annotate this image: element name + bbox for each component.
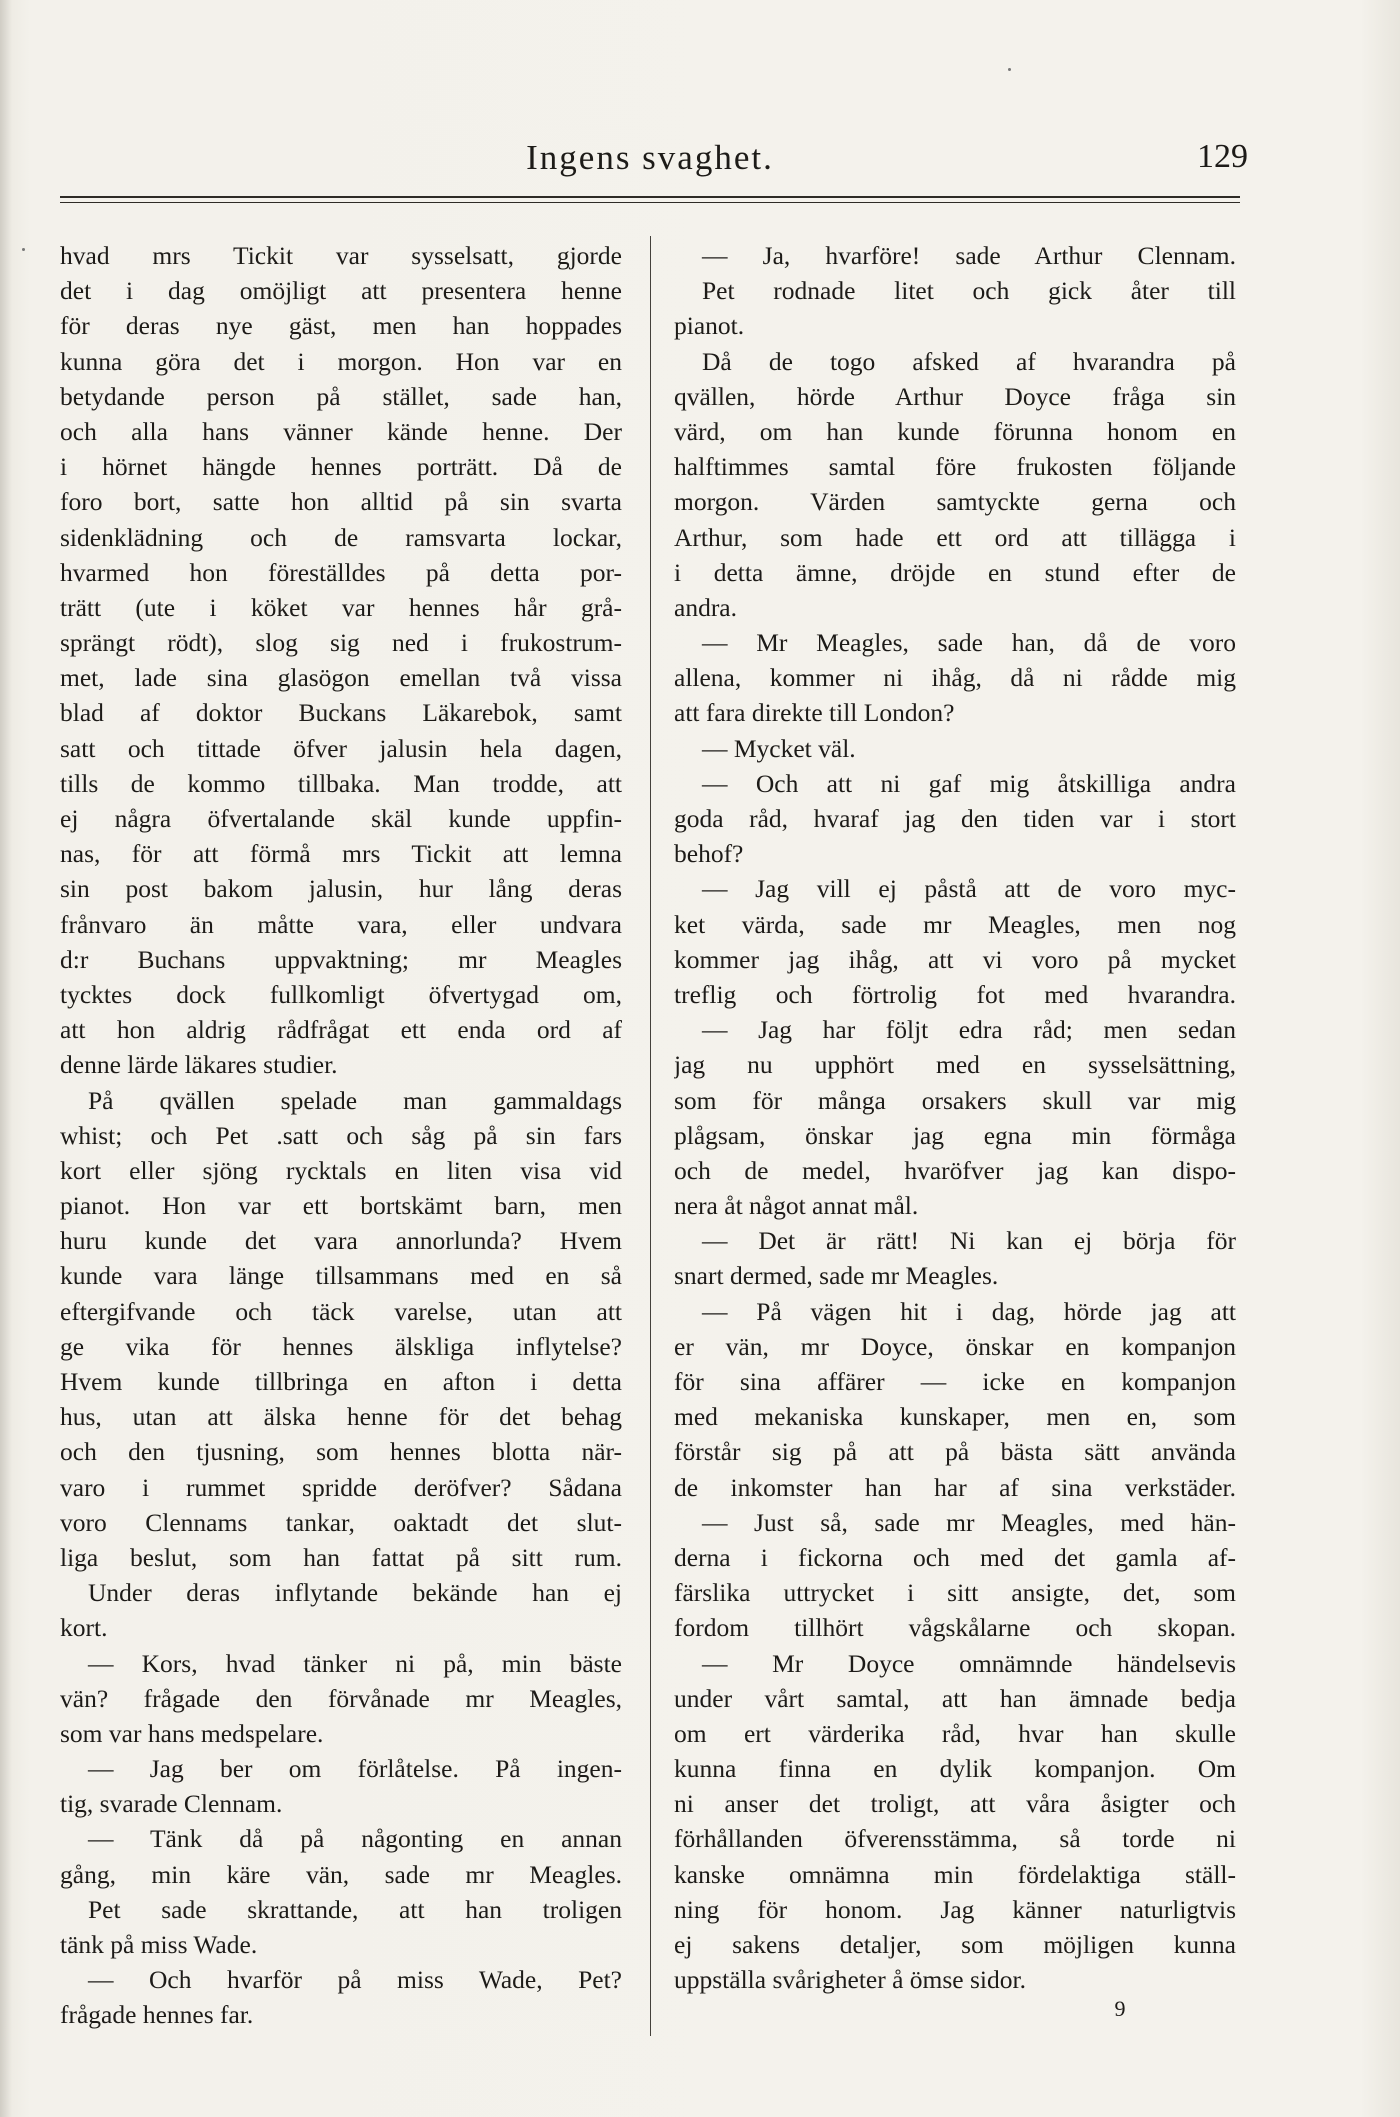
text-line: för deras nye gäst, men han hoppades [60, 311, 622, 341]
text-line: — På vägen hit i dag, hörde jag att [702, 1296, 1236, 1326]
text-line: ej sakens detaljer, som möjligen kunna [674, 1930, 1236, 1959]
text-line: kort. [60, 1613, 108, 1643]
text-line: jag nu upphört med en sysselsättning, [674, 1050, 1236, 1080]
paper-speck [22, 248, 25, 251]
text-line: — Just så, sade mr Meagles, med hän- [702, 1507, 1236, 1537]
text-line: kunna finna en dylik kompanjon. Om [674, 1754, 1236, 1784]
text-line: som för många orsakers skull var mig [674, 1085, 1236, 1115]
text-line: eftergifvande och täck varelse, utan att [60, 1296, 622, 1326]
text-line: ej några öfvertalande skäl kunde uppfin- [60, 804, 622, 833]
text-line: — Tänk då på någonting en annan [88, 1824, 622, 1854]
text-line: för sina affärer — icke en kompanjon [674, 1367, 1236, 1396]
paper-speck [1008, 68, 1011, 71]
text-line: pianot. [674, 311, 745, 341]
page-gutter-shadow [0, 0, 12, 2117]
text-line: d:r Buchans uppvaktning; mr Meagles [60, 944, 622, 974]
text-line: — Jag vill ej påstå att de voro myc- [702, 874, 1236, 904]
text-line: treflig och förtrolig fot med hvarandra. [674, 979, 1236, 1009]
text-line: kort eller sjöng rycktals en liten visa vid [60, 1155, 622, 1185]
text-line: snart dermed, sade mr Meagles. [674, 1261, 999, 1291]
text-line: — Det är rätt! Ni kan ej börja för [702, 1226, 1236, 1256]
text-line: — Mr Meagles, sade han, då de voro [702, 628, 1236, 658]
text-line: tig, svarade Clennam. [60, 1789, 283, 1819]
text-line: — Kors, hvad tänker ni på, min bäste [88, 1648, 622, 1678]
text-line: — Jag har följt edra råd; men sedan [702, 1015, 1236, 1045]
text-line: Pet sade skrattande, att han troligen [88, 1894, 622, 1924]
text-line: tills de kommo tillbaka. Man trodde, att [60, 768, 622, 798]
text-line: Arthur, som hade ett ord att tillägga i [674, 522, 1236, 552]
text-line: qvällen, hörde Arthur Doyce fråga sin [674, 381, 1236, 411]
text-line: er vän, mr Doyce, önskar en kompanjon [674, 1331, 1236, 1361]
text-line: färslika uttrycket i sitt ansigte, det, som [674, 1578, 1236, 1608]
text-line: pianot. Hon var ett bortskämt barn, men [60, 1191, 622, 1221]
text-line: hus, utan att älska henne för det behag [60, 1402, 622, 1432]
text-line: sprängt rödt), slog sig ned i frukostrum- [60, 628, 622, 658]
text-line: På qvällen spelade man gammaldags [88, 1085, 622, 1115]
text-line: uppställa svårigheter å ömse sidor. [674, 1965, 1026, 1995]
text-line: denne lärde läkares studier. [60, 1050, 338, 1080]
text-line: hvarmed hon föreställdes på detta por- [60, 557, 622, 587]
text-line: ning för honom. Jag känner naturligtvis [674, 1894, 1236, 1924]
text-line: ni anser det troligt, att våra åsigter och [674, 1789, 1236, 1819]
text-line: whist; och Pet .satt och såg på sin fars [60, 1120, 622, 1150]
text-line: kanske omnämna min fördelaktiga ställ- [674, 1859, 1236, 1889]
text-line: med mekaniska kunskaper, men en, som [674, 1402, 1236, 1432]
page-number: 129 [1197, 138, 1248, 175]
page-header [60, 138, 1248, 190]
text-line: i hörnet hängde hennes porträtt. Då de [60, 452, 622, 482]
right-text-column [674, 238, 1236, 1997]
text-line: betydande person på stället, sade han, [60, 381, 622, 411]
text-line: Hvem kunde tillbringa en afton i detta [60, 1367, 622, 1396]
text-line: — Och att ni gaf mig åtskilliga andra [702, 768, 1236, 798]
text-line: förhållanden öfverensstämma, så torde ni [674, 1824, 1236, 1854]
text-line: tycktes dock fullkomligt öfvertygad om, [60, 979, 622, 1009]
text-line: under vårt samtal, att han ämnade bedja [674, 1683, 1236, 1713]
text-line: ket värda, sade mr Meagles, men nog [674, 909, 1236, 939]
text-line: halftimmes samtal före frukosten följande [674, 452, 1236, 482]
text-line: plågsam, önskar jag egna min förmåga [674, 1120, 1236, 1150]
text-line: — Jag ber om förlåtelse. På ingen- [88, 1754, 622, 1784]
text-line: och de medel, hvaröfver jag kan dispo- [674, 1155, 1236, 1185]
text-line: och alla hans vänner kände henne. Der [60, 416, 622, 446]
left-text-column [60, 238, 622, 2033]
text-line: ge vika för hennes älskliga inflytelse? [60, 1331, 622, 1361]
text-line: allena, kommer ni ihåg, då ni rådde mig [674, 663, 1236, 693]
text-line: som var hans medspelare. [60, 1718, 324, 1748]
text-line: värd, om han kunde förunna honom en [674, 416, 1236, 446]
text-line: liga beslut, som han fattat på sitt rum. [60, 1542, 622, 1572]
text-line: huru kunde det vara annorlunda? Hvem [60, 1226, 622, 1256]
text-line: frånvaro än måtte vara, eller undvara [60, 909, 622, 939]
text-line: — Ja, hvarföre! sade Arthur Clennam. [702, 241, 1236, 270]
text-line: gång, min käre vän, sade mr Meagles. [60, 1859, 622, 1889]
text-line: kunde vara länge tillsammans med en så [60, 1261, 622, 1291]
text-line: förstår sig på att på bästa sätt använda [674, 1437, 1236, 1467]
text-line: goda råd, hvaraf jag den tiden var i stort [674, 804, 1236, 833]
text-line: att fara direkte till London? [674, 698, 955, 728]
text-line: derna i fickorna och med det gamla af- [674, 1542, 1236, 1572]
text-line: morgon. Värden samtyckte gerna och [674, 487, 1236, 517]
text-line: — Mycket väl. [702, 733, 856, 763]
text-line: att hon aldrig rådfrågat ett enda ord af [60, 1015, 622, 1045]
text-line: behof? [674, 839, 744, 869]
text-line: met, lade sina glasögon emellan två vissa [60, 663, 622, 693]
text-line: och den tjusning, som hennes blotta när- [60, 1437, 622, 1467]
text-line: varo i rummet spridde deröfver? Sådana [60, 1472, 622, 1502]
running-head: Ingens svaghet. [526, 138, 774, 177]
text-line: sidenklädning och de ramsvarta lockar, [60, 522, 622, 552]
text-line: trätt (ute i köket var hennes hår grå- [60, 592, 622, 622]
text-line: vän? frågade den förvånade mr Meagles, [60, 1683, 622, 1713]
text-line: frågade hennes far. [60, 2000, 254, 2030]
text-line: sin post bakom jalusin, hur lång deras [60, 874, 622, 904]
text-line: hvad mrs Tickit var sysselsatt, gjorde [60, 241, 622, 270]
text-line: det i dag omöjligt att presentera henne [60, 276, 622, 306]
text-line: i detta ämne, dröjde en stund efter de [674, 557, 1236, 587]
text-line: Då de togo afsked af hvarandra på [702, 346, 1236, 376]
text-line: om ert värderika råd, hvar han skulle [674, 1718, 1236, 1748]
text-line: kunna göra det i morgon. Hon var en [60, 346, 622, 376]
text-line: nera åt något annat mål. [674, 1191, 919, 1221]
text-line: satt och tittade öfver jalusin hela dagen, [60, 733, 622, 763]
text-line: — Mr Doyce omnämnde händelsevis [702, 1648, 1236, 1678]
text-line: tänk på miss Wade. [60, 1930, 258, 1959]
text-line: kommer jag ihåg, att vi voro på mycket [674, 944, 1236, 974]
text-line: voro Clennams tankar, oaktadt det slut- [60, 1507, 622, 1537]
text-line: Under deras inflytande bekände han ej [88, 1578, 622, 1608]
signature-mark: 9 [1114, 1996, 1126, 2021]
text-line: fordom tillhört vågskålarne och skopan. [674, 1613, 1236, 1643]
text-line: blad af doktor Buckans Läkarebok, samt [60, 698, 622, 728]
text-line: de inkomster han har af sina verkstäder. [674, 1472, 1236, 1502]
text-line: Pet rodnade litet och gick åter till [702, 276, 1236, 306]
column-divider [650, 236, 651, 2036]
text-line: — Och hvarför på miss Wade, Pet? [88, 1965, 622, 1995]
text-line: foro bort, satte hon alltid på sin svarta [60, 487, 622, 517]
text-line: nas, för att förmå mrs Tickit att lemna [60, 839, 622, 869]
text-line: andra. [674, 592, 738, 622]
header-double-rule [60, 196, 1240, 203]
